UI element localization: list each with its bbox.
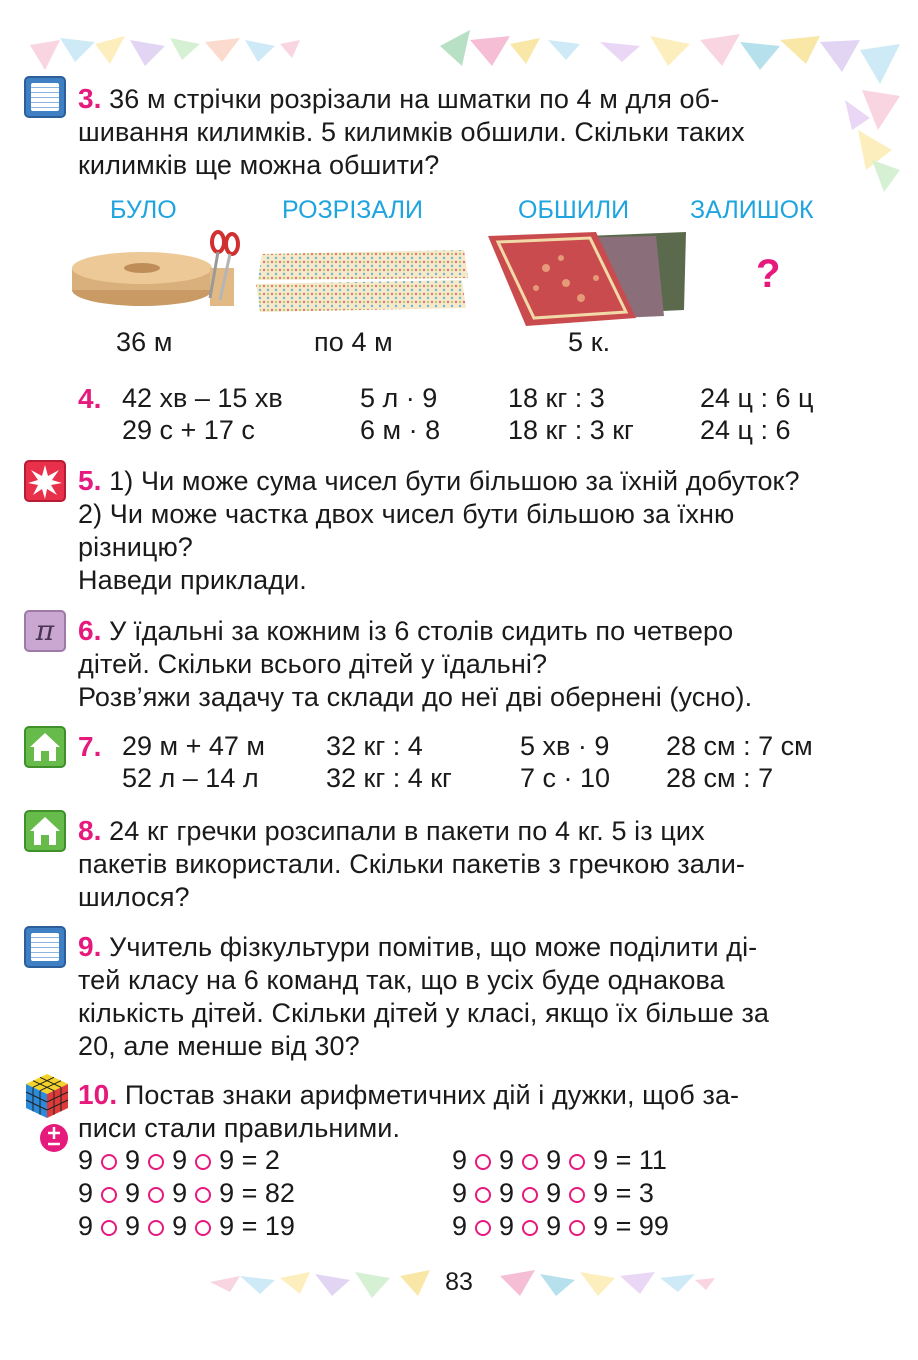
expr: 18 кг : 3 (508, 383, 605, 413)
equation-row: 9 9 9 9 = 3 (452, 1178, 654, 1208)
blank-circle (475, 1220, 491, 1236)
blank-circle (195, 1187, 211, 1203)
equation-row: 9 9 9 9 = 11 (452, 1145, 667, 1175)
blank-circle (522, 1154, 538, 1170)
expr: 52 л – 14 л (122, 763, 259, 793)
blank-circle (475, 1187, 491, 1203)
header-obshyly: ОБШИЛИ (518, 196, 630, 224)
ribbon-roll-illustration (70, 228, 250, 318)
equation-row: 9 9 9 9 = 99 (452, 1211, 669, 1241)
caption-36m: 36 м (116, 327, 173, 357)
task-6-text: 6. У їдальні за кожним із 6 столів сидить по четверо дітей. Скільки всього дітей у їдальні? Розв’яжи задачу та склади до неї дві обернені (усно). (78, 615, 753, 712)
notebook-icon (24, 926, 66, 968)
blank-circle (569, 1220, 585, 1236)
expr: 18 кг : 3 кг (508, 415, 634, 445)
expr: 42 хв – 15 хв (122, 383, 283, 413)
expr: 29 м + 47 м (122, 731, 265, 761)
equation-row: 9 9 9 9 = 2 (78, 1145, 280, 1175)
task-3-text: 3. 36 м стрічки розрізали на шматки по 4 м для об- шивання килимків. 5 килимків обшили. Скільки таких килимків ще можна обшити? (78, 83, 745, 180)
expr: 28 см : 7 (666, 763, 774, 793)
expr: 28 см : 7 см (666, 731, 813, 761)
blank-circle (569, 1187, 585, 1203)
blank-circle (148, 1220, 164, 1236)
expr: 32 кг : 4 (326, 731, 423, 761)
notebook-icon (24, 76, 66, 118)
blank-circle (101, 1187, 117, 1203)
expr: 6 м · 8 (360, 415, 441, 445)
blank-circle (195, 1220, 211, 1236)
blank-circle (522, 1187, 538, 1203)
task-9-text: 9. Учитель фізкультури помітив, що може поділити ді- тей класу на 6 команд так, що в усіх буде однакова кількість дітей. Скільки дітей у класі, якщо їх більше за 20, але менше від 30? (78, 931, 770, 1061)
task-number: 3. (78, 83, 102, 114)
task-number: 10. (78, 1079, 118, 1110)
equation-row: 9 9 9 9 = 19 (78, 1211, 295, 1241)
blank-circle (148, 1154, 164, 1170)
ribbon-pieces-illustration (254, 244, 474, 324)
unknown-question-mark: ? (756, 252, 781, 296)
blank-circle (569, 1154, 585, 1170)
page-number: 83 (445, 1268, 473, 1296)
caption-po-4m: по 4 м (314, 327, 393, 357)
home-icon (24, 810, 66, 852)
star-burst-icon (24, 460, 66, 502)
header-rozrizaly: РОЗРІЗАЛИ (282, 196, 423, 224)
expr: 5 л · 9 (360, 383, 438, 413)
expr: 32 кг : 4 кг (326, 763, 452, 793)
task-5-text: 5. 1) Чи може сума чисел бути більшою за їхній добуток? 2) Чи може частка двох чисел бути більшою за їхню різницю? Наведи приклади. (78, 465, 800, 595)
header-bulo: БУЛО (110, 196, 177, 224)
expr: 24 ц : 6 (700, 415, 791, 445)
task-number: 7. (78, 731, 102, 762)
task-8-text: 8. 24 кг гречки розсипали в пакети по 4 кг. 5 із цих пакетів використали. Скільки пакетів з гречкою зали- шилося? (78, 815, 746, 912)
plus-minus-icon (38, 1122, 70, 1154)
blank-circle (148, 1187, 164, 1203)
task-number: 6. (78, 615, 102, 646)
expr: 24 ц : 6 ц (700, 383, 814, 413)
expr: 7 с · 10 (520, 763, 611, 793)
task-number: 9. (78, 931, 102, 962)
equation-row: 9 9 9 9 = 82 (78, 1178, 295, 1208)
blank-circle (195, 1154, 211, 1170)
blank-circle (101, 1220, 117, 1236)
task-number: 4. (78, 383, 102, 414)
task-number: 5. (78, 465, 102, 496)
blank-circle (475, 1154, 491, 1170)
home-icon (24, 726, 66, 768)
rubiks-cube-icon (24, 1072, 70, 1120)
task-number: 8. (78, 815, 102, 846)
blank-circle (101, 1154, 117, 1170)
expr: 29 с + 17 с (122, 415, 255, 445)
header-zalyshok: ЗАЛИШОК (690, 196, 814, 224)
rugs-illustration (486, 228, 696, 328)
caption-5k: 5 к. (568, 327, 611, 357)
pi-icon: π (24, 610, 66, 652)
expr: 5 хв · 9 (520, 731, 610, 761)
blank-circle (522, 1220, 538, 1236)
task-10-text: 10. Постав знаки арифметичних дій і дужки, щоб за- писи стали правильними. (78, 1079, 740, 1143)
